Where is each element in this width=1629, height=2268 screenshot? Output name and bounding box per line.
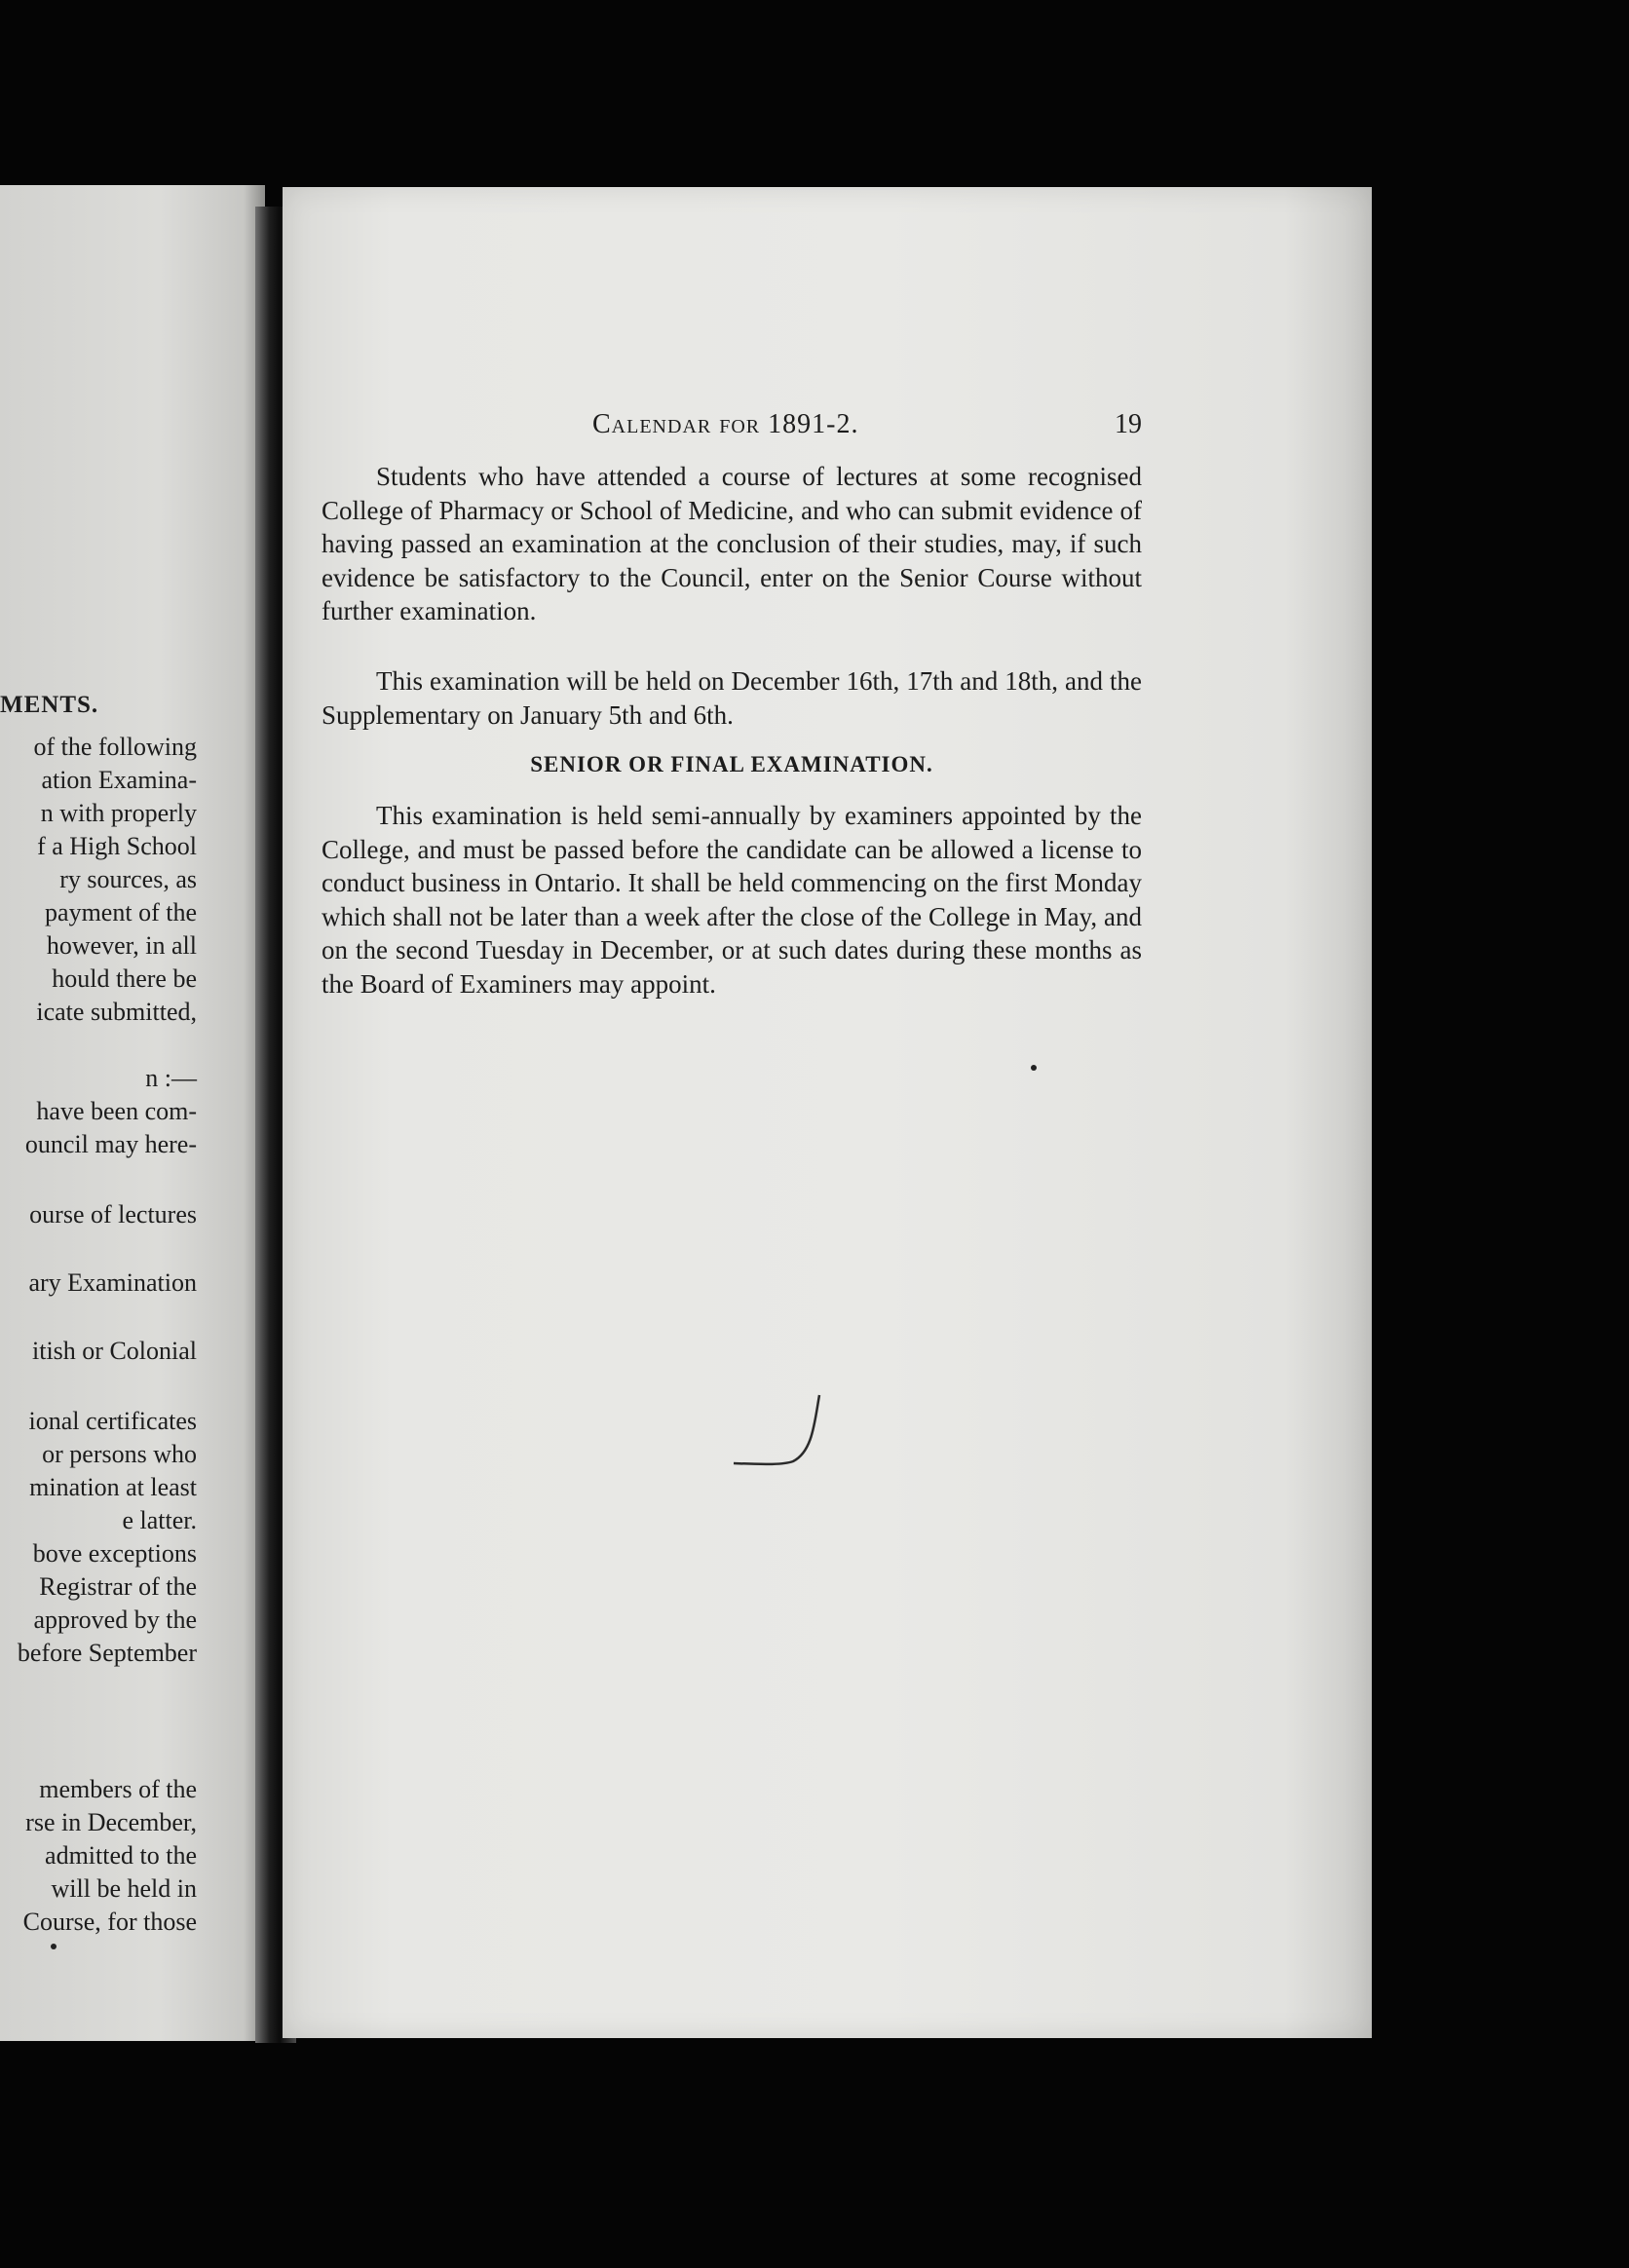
paragraph-2: This examination will be held on December 16th, 17th and 18th, and the Supplementary on January 5th and 6th. <box>322 666 1142 730</box>
left-page-line: hould there be <box>52 964 197 993</box>
left-page-line: n :— <box>145 1064 197 1092</box>
paragraph-exam-dates <box>322 664 1142 732</box>
paragraph-final-examination <box>322 799 1142 1001</box>
left-page-line: icate submitted, <box>36 998 197 1026</box>
paragraph-3: This examination is held semi-annually by examiners appointed by the College, and must be passed before the candidate can be allowed a license to conduct business in Ontario. It shall be held commencing on the first Monday which shall not be later than a week after the close of the College in May, and on the second Tuesday in December, or at such dates during these months as the Board of Examiners may appoint. <box>322 801 1142 999</box>
left-page-line: mination at least <box>29 1473 197 1501</box>
section-heading: SENIOR OR FINAL EXAMINATION. <box>530 752 933 776</box>
left-page-line: ourse of lectures <box>29 1200 197 1228</box>
left-page-line: admitted to the <box>45 1841 197 1870</box>
left-page-line: ional certificates <box>28 1407 197 1435</box>
left-page-line: rse in December, <box>25 1808 197 1836</box>
left-page-line: payment of the <box>45 898 197 926</box>
left-page-line: ation Examina- <box>41 766 197 794</box>
left-page-line: have been com- <box>36 1097 197 1125</box>
left-page-line: ary Examination <box>28 1268 197 1297</box>
paragraph-1: Students who have attended a course of lectures at some recognised College of Pharmacy or School of Medicine, and who can submit evidence of having passed an examination at the conclusion of their studies, may, if such evidence be satisfactory to the Council, enter on the Senior Course without further examination. <box>322 462 1142 625</box>
left-page-line: members of the <box>39 1775 197 1803</box>
ink-dot <box>1031 1065 1037 1071</box>
left-page-line: however, in all <box>46 931 197 960</box>
left-page-line: ry sources, as <box>59 865 197 893</box>
pen-stroke-mark <box>729 1393 826 1471</box>
paragraph-senior-course-admission <box>322 460 1142 628</box>
left-page-line: ouncil may here- <box>24 1130 197 1158</box>
left-page-line: before September <box>17 1639 197 1667</box>
left-page-line: bove exceptions <box>32 1539 197 1568</box>
left-page-heading: MENTS. <box>0 692 99 718</box>
left-page-line: n with properly <box>40 799 197 827</box>
left-page-line: will be held in <box>51 1874 197 1903</box>
left-page-line: of the following <box>33 733 197 761</box>
left-page-line: approved by the <box>33 1606 197 1634</box>
left-page-line: or persons who <box>42 1440 197 1468</box>
left-page-line: Course, for those <box>22 1908 197 1936</box>
left-page-line: Registrar of the <box>39 1572 197 1601</box>
left-page-line: f a High School <box>37 832 197 860</box>
left-page-line: e latter. <box>122 1506 197 1534</box>
ink-dot <box>51 1944 57 1949</box>
page-number: 19 <box>1115 409 1142 439</box>
running-head: Calendar for 1891-2. <box>592 409 859 439</box>
left-page <box>0 185 265 2041</box>
left-page-line: itish or Colonial <box>32 1337 197 1365</box>
